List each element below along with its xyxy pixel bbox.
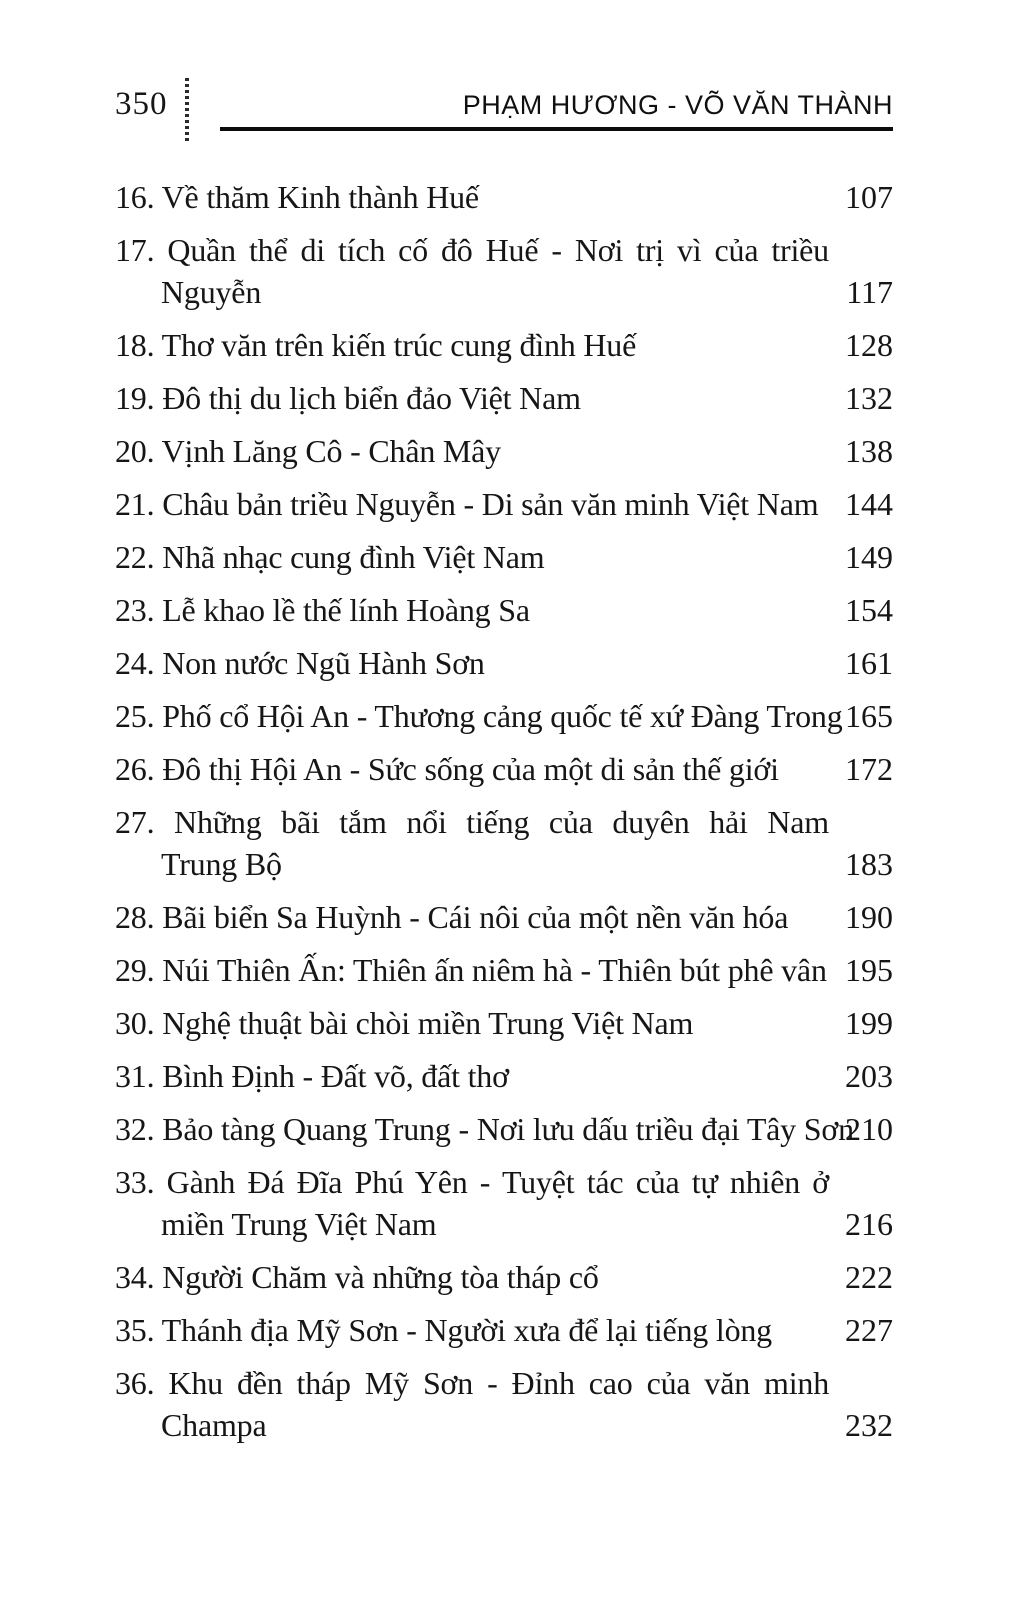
- entry-title: Những bãi tắm nổi tiếng của duyên hải Nam: [154, 804, 829, 840]
- entry-text: [115, 748, 829, 790]
- entry-number: 23.: [115, 592, 155, 628]
- entry-page-number: 154: [845, 592, 893, 628]
- entry-page-number: 199: [845, 1005, 893, 1041]
- entry-text: [115, 949, 829, 991]
- toc-entry: [115, 324, 893, 366]
- entry-page-number: 107: [845, 179, 893, 215]
- chain-ornament: [185, 78, 189, 142]
- entry-page-number: 216: [845, 1206, 893, 1242]
- entry-title-line: [115, 430, 829, 472]
- entry-page-number: 227: [845, 1312, 893, 1348]
- entry-page-number: 138: [845, 433, 893, 469]
- entry-title: Thơ văn trên kiến trúc cung đình Huế: [154, 327, 637, 363]
- entry-title-line: [115, 377, 829, 419]
- toc-entry: [115, 642, 893, 684]
- toc-entry: [115, 377, 893, 419]
- entry-title-line: [115, 642, 829, 684]
- entry-text: [115, 695, 843, 737]
- entry-text: [115, 589, 829, 631]
- entry-title: Khu đền tháp Mỹ Sơn - Đỉnh cao của văn minh: [154, 1365, 829, 1401]
- entry-number: 17.: [115, 232, 155, 268]
- entry-text: [115, 430, 829, 472]
- entry-title-continuation: Champa: [161, 1407, 267, 1443]
- entry-title-line: [115, 536, 829, 578]
- entry-number: 30.: [115, 1005, 155, 1041]
- entry-page-number: 203: [845, 1058, 893, 1094]
- entry-number: 32.: [115, 1111, 155, 1147]
- entry-number: 35.: [115, 1312, 155, 1348]
- entry-number: 18.: [115, 327, 155, 363]
- entry-text: [115, 642, 829, 684]
- entry-text: [115, 536, 829, 578]
- entry-title-continuation: Nguyễn: [161, 274, 262, 310]
- entry-page-number: 144: [845, 486, 893, 522]
- entry-title: Phố cổ Hội An - Thương cảng quốc tế xứ Đàng Trong: [154, 698, 843, 734]
- toc-entry: [115, 589, 893, 631]
- entry-number: 21.: [115, 486, 155, 522]
- entry-page-number: 222: [845, 1259, 893, 1295]
- page-number-folio: 350: [115, 86, 168, 122]
- entry-title: Gành Đá Đĩa Phú Yên - Tuyệt tác của tự nhiên ở: [154, 1164, 829, 1200]
- toc-entry: [115, 229, 893, 313]
- entry-title-line: [115, 324, 829, 366]
- entry-number: 27.: [115, 804, 155, 840]
- entry-text: [115, 324, 829, 366]
- toc-entry: [115, 801, 893, 885]
- entry-text: [115, 1108, 854, 1150]
- entry-page-number: 128: [845, 327, 893, 363]
- entry-title-line: [115, 801, 829, 843]
- toc-entry: [115, 430, 893, 472]
- entry-title-line: [115, 229, 829, 271]
- entry-title: Vịnh Lăng Cô - Chân Mây: [154, 433, 501, 469]
- entry-number: 19.: [115, 380, 155, 416]
- toc-entry: [115, 695, 893, 737]
- entry-title-line: [115, 1256, 829, 1298]
- entry-text: [115, 1055, 829, 1097]
- toc-entry: [115, 1002, 893, 1044]
- entry-title-line: [115, 1108, 854, 1150]
- entry-title: Bảo tàng Quang Trung - Nơi lưu dấu triều đại Tây Sơn: [154, 1111, 854, 1147]
- toc-entry: [115, 748, 893, 790]
- entry-number: 34.: [115, 1259, 155, 1295]
- entry-title: Bãi biển Sa Huỳnh - Cái nôi của một nền văn hóa: [154, 899, 789, 935]
- entry-number: 20.: [115, 433, 155, 469]
- entry-text: [115, 1161, 829, 1245]
- entry-title-line: [115, 1309, 829, 1351]
- entry-title: Bình Định - Đất võ, đất thơ: [154, 1058, 509, 1094]
- entry-title: Đô thị Hội An - Sức sống của một di sản thế giới: [154, 751, 779, 787]
- toc-entry: [115, 1055, 893, 1097]
- toc-entry: [115, 949, 893, 991]
- header-rule: [220, 127, 893, 131]
- entry-number: 29.: [115, 952, 155, 988]
- entry-title-line: [115, 1161, 829, 1203]
- entry-title-line: [115, 1055, 829, 1097]
- entry-title: Người Chăm và những tòa tháp cổ: [154, 1259, 599, 1295]
- entry-title-line: [115, 589, 829, 631]
- toc-entry: [115, 1108, 893, 1150]
- entry-title: Đô thị du lịch biển đảo Việt Nam: [154, 380, 581, 416]
- entry-title-continuation: miền Trung Việt Nam: [161, 1206, 437, 1242]
- header-row: [115, 84, 893, 124]
- entry-page-number: 172: [845, 751, 893, 787]
- entry-page-number: 117: [846, 274, 893, 310]
- entry-text: [115, 229, 829, 313]
- toc-entry: [115, 896, 893, 938]
- entry-title: Quần thể di tích cố đô Huế - Nơi trị vì của triều: [154, 232, 829, 268]
- entry-title-line: [115, 176, 829, 218]
- entry-page-number: 195: [845, 952, 893, 988]
- toc-entry: [115, 1161, 893, 1245]
- entry-page-number: 132: [845, 380, 893, 416]
- entry-title-line: [115, 1002, 829, 1044]
- entry-title: Về thăm Kinh thành Huế: [154, 179, 479, 215]
- entry-title-line: [115, 695, 843, 737]
- entry-page-number: 190: [845, 899, 893, 935]
- entry-text: [115, 1309, 829, 1351]
- entry-title: Nghệ thuật bài chòi miền Trung Việt Nam: [154, 1005, 694, 1041]
- entry-text: [115, 801, 829, 885]
- entry-page-number: 149: [845, 539, 893, 575]
- entry-title-line: [115, 896, 829, 938]
- entry-title-line: [115, 483, 829, 525]
- entry-title: Nhã nhạc cung đình Việt Nam: [154, 539, 545, 575]
- entry-number: 25.: [115, 698, 155, 734]
- entry-number: 16.: [115, 179, 155, 215]
- toc-entry: [115, 1309, 893, 1351]
- entry-title: Châu bản triều Nguyễn - Di sản văn minh Việt Nam: [154, 486, 819, 522]
- entry-title: Thánh địa Mỹ Sơn - Người xưa để lại tiếng lòng: [154, 1312, 772, 1348]
- entry-page-number: 165: [845, 698, 893, 734]
- toc-entry: [115, 483, 893, 525]
- page-header: [115, 84, 893, 131]
- entry-number: 31.: [115, 1058, 155, 1094]
- entry-text: [115, 1002, 829, 1044]
- entry-number: 22.: [115, 539, 155, 575]
- toc-list: [115, 176, 893, 1457]
- entry-page-number: 210: [845, 1111, 893, 1147]
- entry-number: 28.: [115, 899, 155, 935]
- entry-page-number: 183: [845, 846, 893, 882]
- entry-title: Núi Thiên Ấn: Thiên ấn niêm hà - Thiên bút phê vân: [154, 952, 827, 988]
- entry-number: 24.: [115, 645, 155, 681]
- entry-text: [115, 176, 829, 218]
- header-author-title: PHẠM HƯƠNG - VÕ VĂN THÀNH: [462, 90, 893, 120]
- toc-entry: [115, 1256, 893, 1298]
- entry-page-number: 161: [845, 645, 893, 681]
- entry-number: 33.: [115, 1164, 155, 1200]
- entry-title: Non nước Ngũ Hành Sơn: [154, 645, 485, 681]
- entry-number: 36.: [115, 1365, 155, 1401]
- entry-text: [115, 1362, 829, 1446]
- toc-entry: [115, 176, 893, 218]
- entry-title-line: [115, 1362, 829, 1404]
- entry-text: [115, 483, 829, 525]
- entry-text: [115, 377, 829, 419]
- entry-text: [115, 1256, 829, 1298]
- entry-page-number: 232: [845, 1407, 893, 1443]
- toc-entry: [115, 1362, 893, 1446]
- entry-text: [115, 896, 829, 938]
- entry-title-line: [115, 748, 829, 790]
- toc-entry: [115, 536, 893, 578]
- entry-number: 26.: [115, 751, 155, 787]
- entry-title-continuation: Trung Bộ: [161, 846, 282, 882]
- entry-title: Lễ khao lề thế lính Hoàng Sa: [154, 592, 530, 628]
- entry-title-line: [115, 949, 829, 991]
